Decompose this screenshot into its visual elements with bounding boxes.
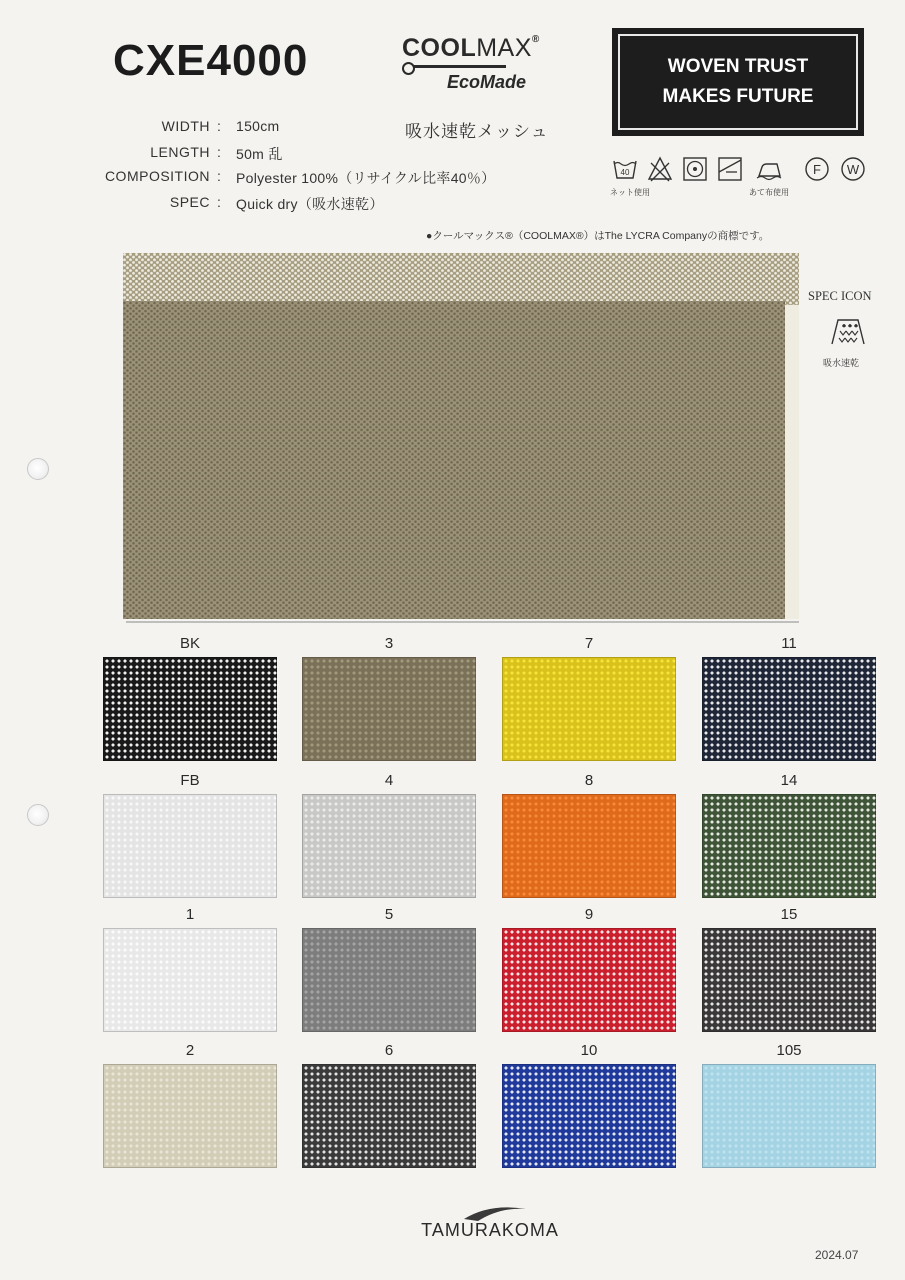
- care-label-net: ネット使用: [610, 188, 650, 197]
- swatch-label: 2: [185, 1042, 195, 1059]
- spec-colon: :: [217, 144, 221, 160]
- swatch-label: 5: [384, 906, 394, 923]
- swatch-label: 8: [584, 772, 594, 789]
- main-fabric-swatch: [123, 253, 799, 623]
- care-label-press-cloth: あて布使用: [749, 188, 789, 197]
- color-swatch: [702, 1064, 876, 1168]
- spec-value: 50m 乱: [236, 146, 283, 162]
- slogan-box: [612, 28, 864, 136]
- logo-registered-mark: ®: [531, 34, 540, 45]
- swatch-label: 15: [780, 906, 798, 923]
- logo-cool-text: COOL: [402, 34, 477, 62]
- color-swatch: [502, 1064, 676, 1168]
- color-swatch: [502, 928, 676, 1032]
- wet-clean-w-icon: [840, 156, 866, 182]
- swatch-label: 1: [185, 906, 195, 923]
- color-swatch: [302, 794, 476, 898]
- color-swatch: [302, 1064, 476, 1168]
- wash-tub-40-icon: [612, 156, 638, 182]
- spec-row-spec: [0, 194, 600, 214]
- swatch-label: 7: [584, 635, 594, 652]
- product-subtitle: 吸水速乾メッシュ: [405, 122, 549, 141]
- color-swatch: [302, 657, 476, 761]
- color-swatch: [103, 657, 277, 761]
- line-dry-icon: [717, 156, 743, 182]
- color-swatch: [103, 794, 277, 898]
- color-swatch: [702, 657, 876, 761]
- iron-icon: [755, 156, 781, 182]
- binder-hole: [27, 804, 49, 826]
- slogan-line-1: WOVEN TRUST: [667, 56, 809, 77]
- product-code: CXE4000: [113, 36, 309, 85]
- swatch-label: 10: [580, 1042, 598, 1059]
- brand-name: TAMURAKOMA: [421, 1220, 559, 1240]
- logo-dot: [402, 62, 415, 75]
- spec-label: SPEC: [169, 194, 210, 210]
- color-swatch: [302, 928, 476, 1032]
- color-swatch: [502, 657, 676, 761]
- quick-dry-icon: [826, 316, 870, 348]
- swatch-label: 6: [384, 1042, 394, 1059]
- color-swatch: [702, 794, 876, 898]
- slogan-line-2: MAKES FUTURE: [662, 86, 814, 107]
- swatch-label: 14: [780, 772, 798, 789]
- spec-row-length: [0, 144, 600, 164]
- dry-clean-f-icon: [804, 156, 830, 182]
- spec-value: Quick dry（吸水速乾）: [236, 196, 384, 212]
- spec-label: COMPOSITION: [104, 168, 210, 184]
- swatch-label: 3: [384, 635, 394, 652]
- spec-label: LENGTH: [150, 144, 210, 160]
- dry-clean-letter: F: [813, 162, 821, 177]
- spec-icon-label: 吸水速乾: [823, 358, 860, 368]
- spec-colon: :: [217, 118, 221, 134]
- spec-colon: :: [217, 168, 221, 184]
- wash-temp-text: 40: [620, 168, 630, 177]
- binder-hole: [27, 458, 49, 480]
- swatch-label: 105: [776, 1042, 802, 1059]
- color-swatch: [502, 794, 676, 898]
- logo-bar: [406, 65, 506, 68]
- brand-footer: [400, 1203, 580, 1247]
- logo-max-text: MAX: [476, 34, 532, 62]
- logo-ecomade-text: EcoMade: [447, 72, 527, 92]
- swatch-label: 11: [781, 635, 797, 652]
- color-swatch: [103, 1064, 277, 1168]
- date-stamp: 2024.07: [815, 1248, 859, 1262]
- trademark-note: ●クールマックス®（COOLMAX®）はThe LYCRA Companyの商標です。: [426, 230, 770, 242]
- coolmax-ecomade-logo: [402, 34, 562, 96]
- swatch-label: 9: [584, 906, 594, 923]
- swatch-label: 4: [384, 772, 394, 789]
- swatch-label: FB: [180, 772, 200, 789]
- spec-row-composition: [0, 168, 600, 188]
- spec-colon: :: [217, 194, 221, 210]
- spec-label: WIDTH: [161, 118, 210, 134]
- color-swatch: [702, 928, 876, 1032]
- care-icons: [612, 156, 872, 200]
- color-swatch: [103, 928, 277, 1032]
- bleach-triangle-icon: [647, 156, 673, 182]
- wet-clean-letter: W: [846, 162, 860, 177]
- swatch-label: BK: [179, 635, 200, 652]
- tumble-dry-icon: [682, 156, 708, 182]
- spec-icon-heading: SPEC ICON: [808, 289, 872, 303]
- spec-value: 150cm: [236, 118, 280, 134]
- spec-row-width: [0, 118, 600, 138]
- spec-value: Polyester 100%（リサイクル比率40％）: [236, 170, 496, 186]
